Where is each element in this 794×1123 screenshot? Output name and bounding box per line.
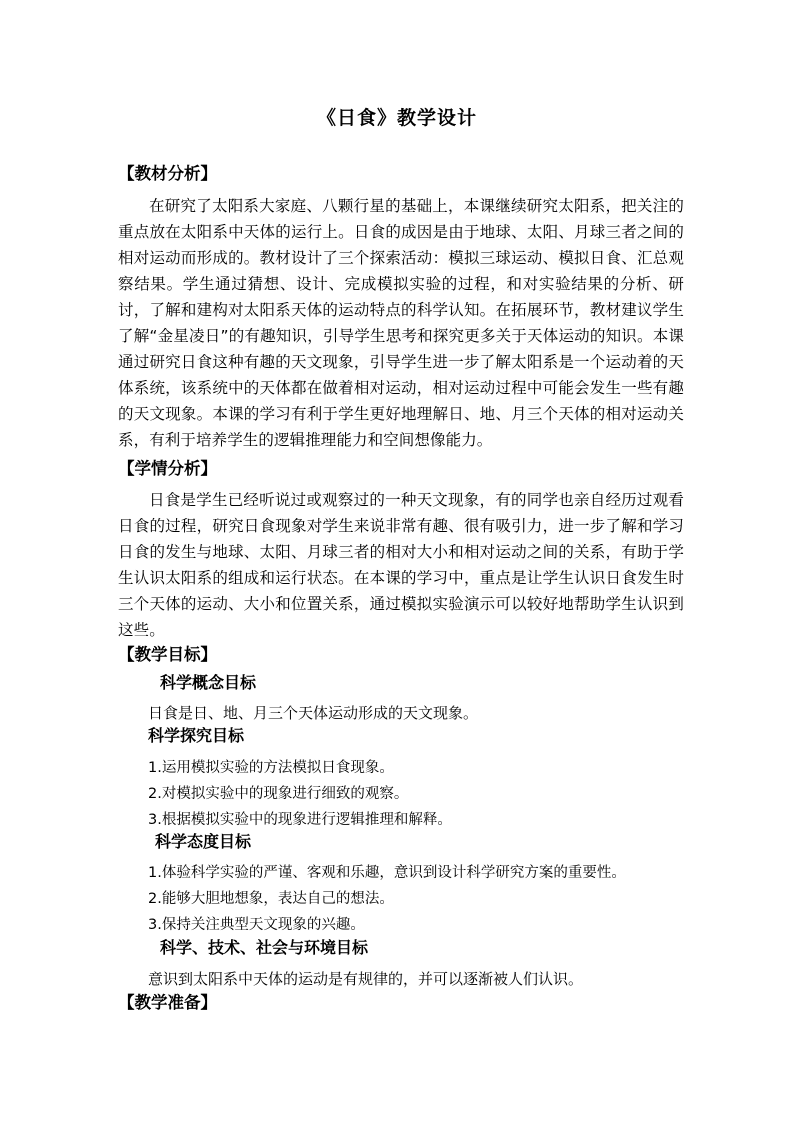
subheading-inquiry-goal: 科学探究目标 <box>148 726 245 745</box>
inquiry-goal-item: 3.根据模拟实验中的现象进行逻辑推理和解释。 <box>148 812 452 828</box>
inquiry-goal-item: 2.对模拟实验中的现象进行细致的观察。 <box>148 786 409 802</box>
section-heading-teaching-preparation: 【教学准备】 <box>118 993 217 1012</box>
student-analysis-paragraph: 日食是学生已经听说过或观察过的一种天文现象，有的同学也亲自经历过观看日食的过程，研究日食现象对学生来说非常有趣、很有吸引力，进一步了解和学习日食的发生与地球、太阳、月球三者的相对大小和相对运动之间的关系，有助于学生认识太阳系的组成和运行状态。在本课的学习中，重点是让学生认识日食发生时三个天体的运动、大小和位置关系，通过模拟实验演示可以较好地帮助学生认识到这些。 <box>118 491 684 639</box>
attitude-goal-item: 3.保持关注典型天文现象的兴趣。 <box>148 917 365 933</box>
subheading-attitude-goal: 科学态度目标 <box>155 832 252 851</box>
subheading-concept-goal: 科学概念目标 <box>160 673 257 692</box>
textbook-analysis-paragraph: 在研究了太阳系大家庭、八颗行星的基础上，本课继续研究太阳系，把关注的重点放在太阳系中天体的运行上。日食的成因是由于地球、太阳、月球三者之间的相对运动而形成的。教材设计了三个探索活动：模拟三球运动、模拟日食、汇总观察结果。学生通过猜想、设计、完成模拟实验的过程，和对实验结果的分析、研讨，了解和建构对太阳系天体的运动特点的科学认知。在拓展环节，教材建议学生了解“金星凌日”的有趣知识，引导学生思考和探究更多关于天体运动的知识。本课通过研究日食这种有趣的天文现象，引导学生进一步了解太阳系是一个运动着的天体系统，该系统中的天体都在做着相对运动，相对运动过程中可能会发生一些有趣的天文现象。本课的学习有利于学生更好地理解日、地、月三个天体的相对运动关系，有利于培养学生的逻辑推理能力和空间想像能力。 <box>118 197 684 449</box>
stse-goal-text: 意识到太阳系中天体的运动是有规律的，并可以逐渐被人们认识。 <box>148 970 584 988</box>
inquiry-goal-item: 1.运用模拟实验的方法模拟日食现象。 <box>148 760 394 776</box>
concept-goal-text: 日食是日、地、月三个天体运动形成的天文现象。 <box>148 704 479 722</box>
document-title: 《日食》教学设计 <box>316 107 477 129</box>
section-heading-teaching-goals: 【教学目标】 <box>118 645 217 664</box>
attitude-goal-item: 2.能够大胆地想象，表达自己的想法。 <box>148 891 394 907</box>
subheading-stse-goal: 科学、技术、社会与环境目标 <box>160 938 369 957</box>
section-heading-student-analysis: 【学情分析】 <box>118 459 217 478</box>
attitude-goal-item: 1.体验科学实验的严谨、客观和乐趣，意识到设计科学研究方案的重要性。 <box>148 865 626 881</box>
section-heading-textbook-analysis: 【教材分析】 <box>118 164 217 183</box>
